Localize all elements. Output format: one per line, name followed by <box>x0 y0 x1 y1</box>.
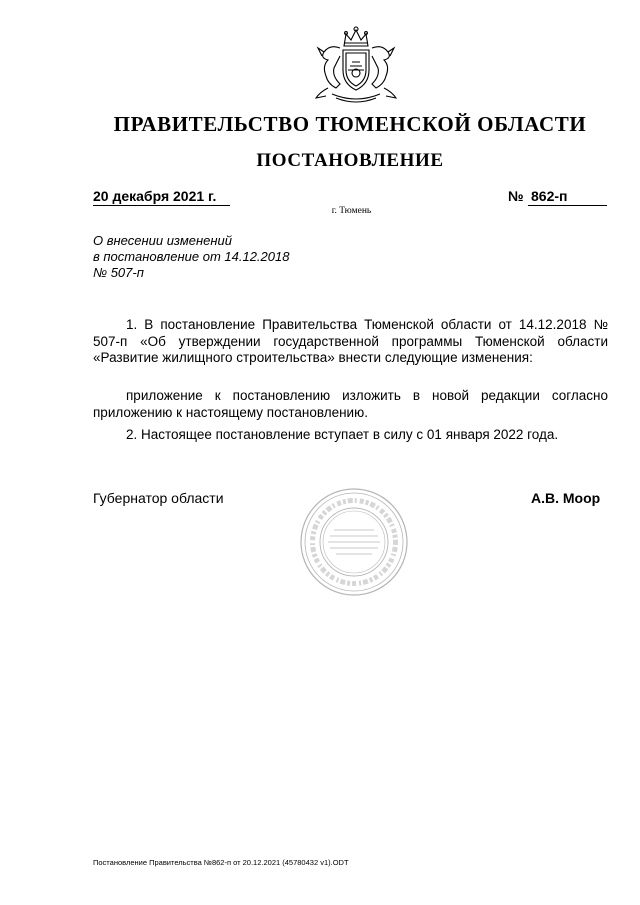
document-number: 862-п <box>528 188 607 206</box>
document-city: г. Тюмень <box>331 206 372 216</box>
signer-title: Губернатор области <box>93 490 224 506</box>
document-number-label: № <box>508 188 524 204</box>
official-seal-icon <box>298 486 410 598</box>
body-paragraph: 1. В постановление Правительства Тюменской области от 14.12.2018 № 507-п «Об утверждении государственной программы Тюменской области «Развитие жилищного строительства» внести следующие изменения: <box>93 317 608 365</box>
document-date: 20 декабря 2021 г. <box>93 188 230 206</box>
subject-line: № 507-п <box>93 265 144 280</box>
subject-line: О внесении изменений <box>93 233 232 248</box>
subject-line: в постановление от 14.12.2018 <box>93 249 290 264</box>
organization-title: ПРАВИТЕЛЬСТВО ТЮМЕНСКОЙ ОБЛАСТИ <box>113 112 587 136</box>
body-paragraph: 2. Настоящее постановление вступает в силу с 01 января 2022 года. <box>126 427 559 442</box>
signer-name: А.В. Моор <box>531 490 601 506</box>
coat-of-arms-icon <box>310 26 402 104</box>
footer-document-reference: Постановление Правительства №862-п от 20.12.2021 (45780432 v1).ODT <box>93 858 349 867</box>
body-paragraph: приложение к постановлению изложить в новой редакции согласно приложению к настоящему постановлению. <box>93 388 608 420</box>
document-subject <box>93 233 289 281</box>
document-type-title: ПОСТАНОВЛЕНИЕ <box>256 150 444 171</box>
